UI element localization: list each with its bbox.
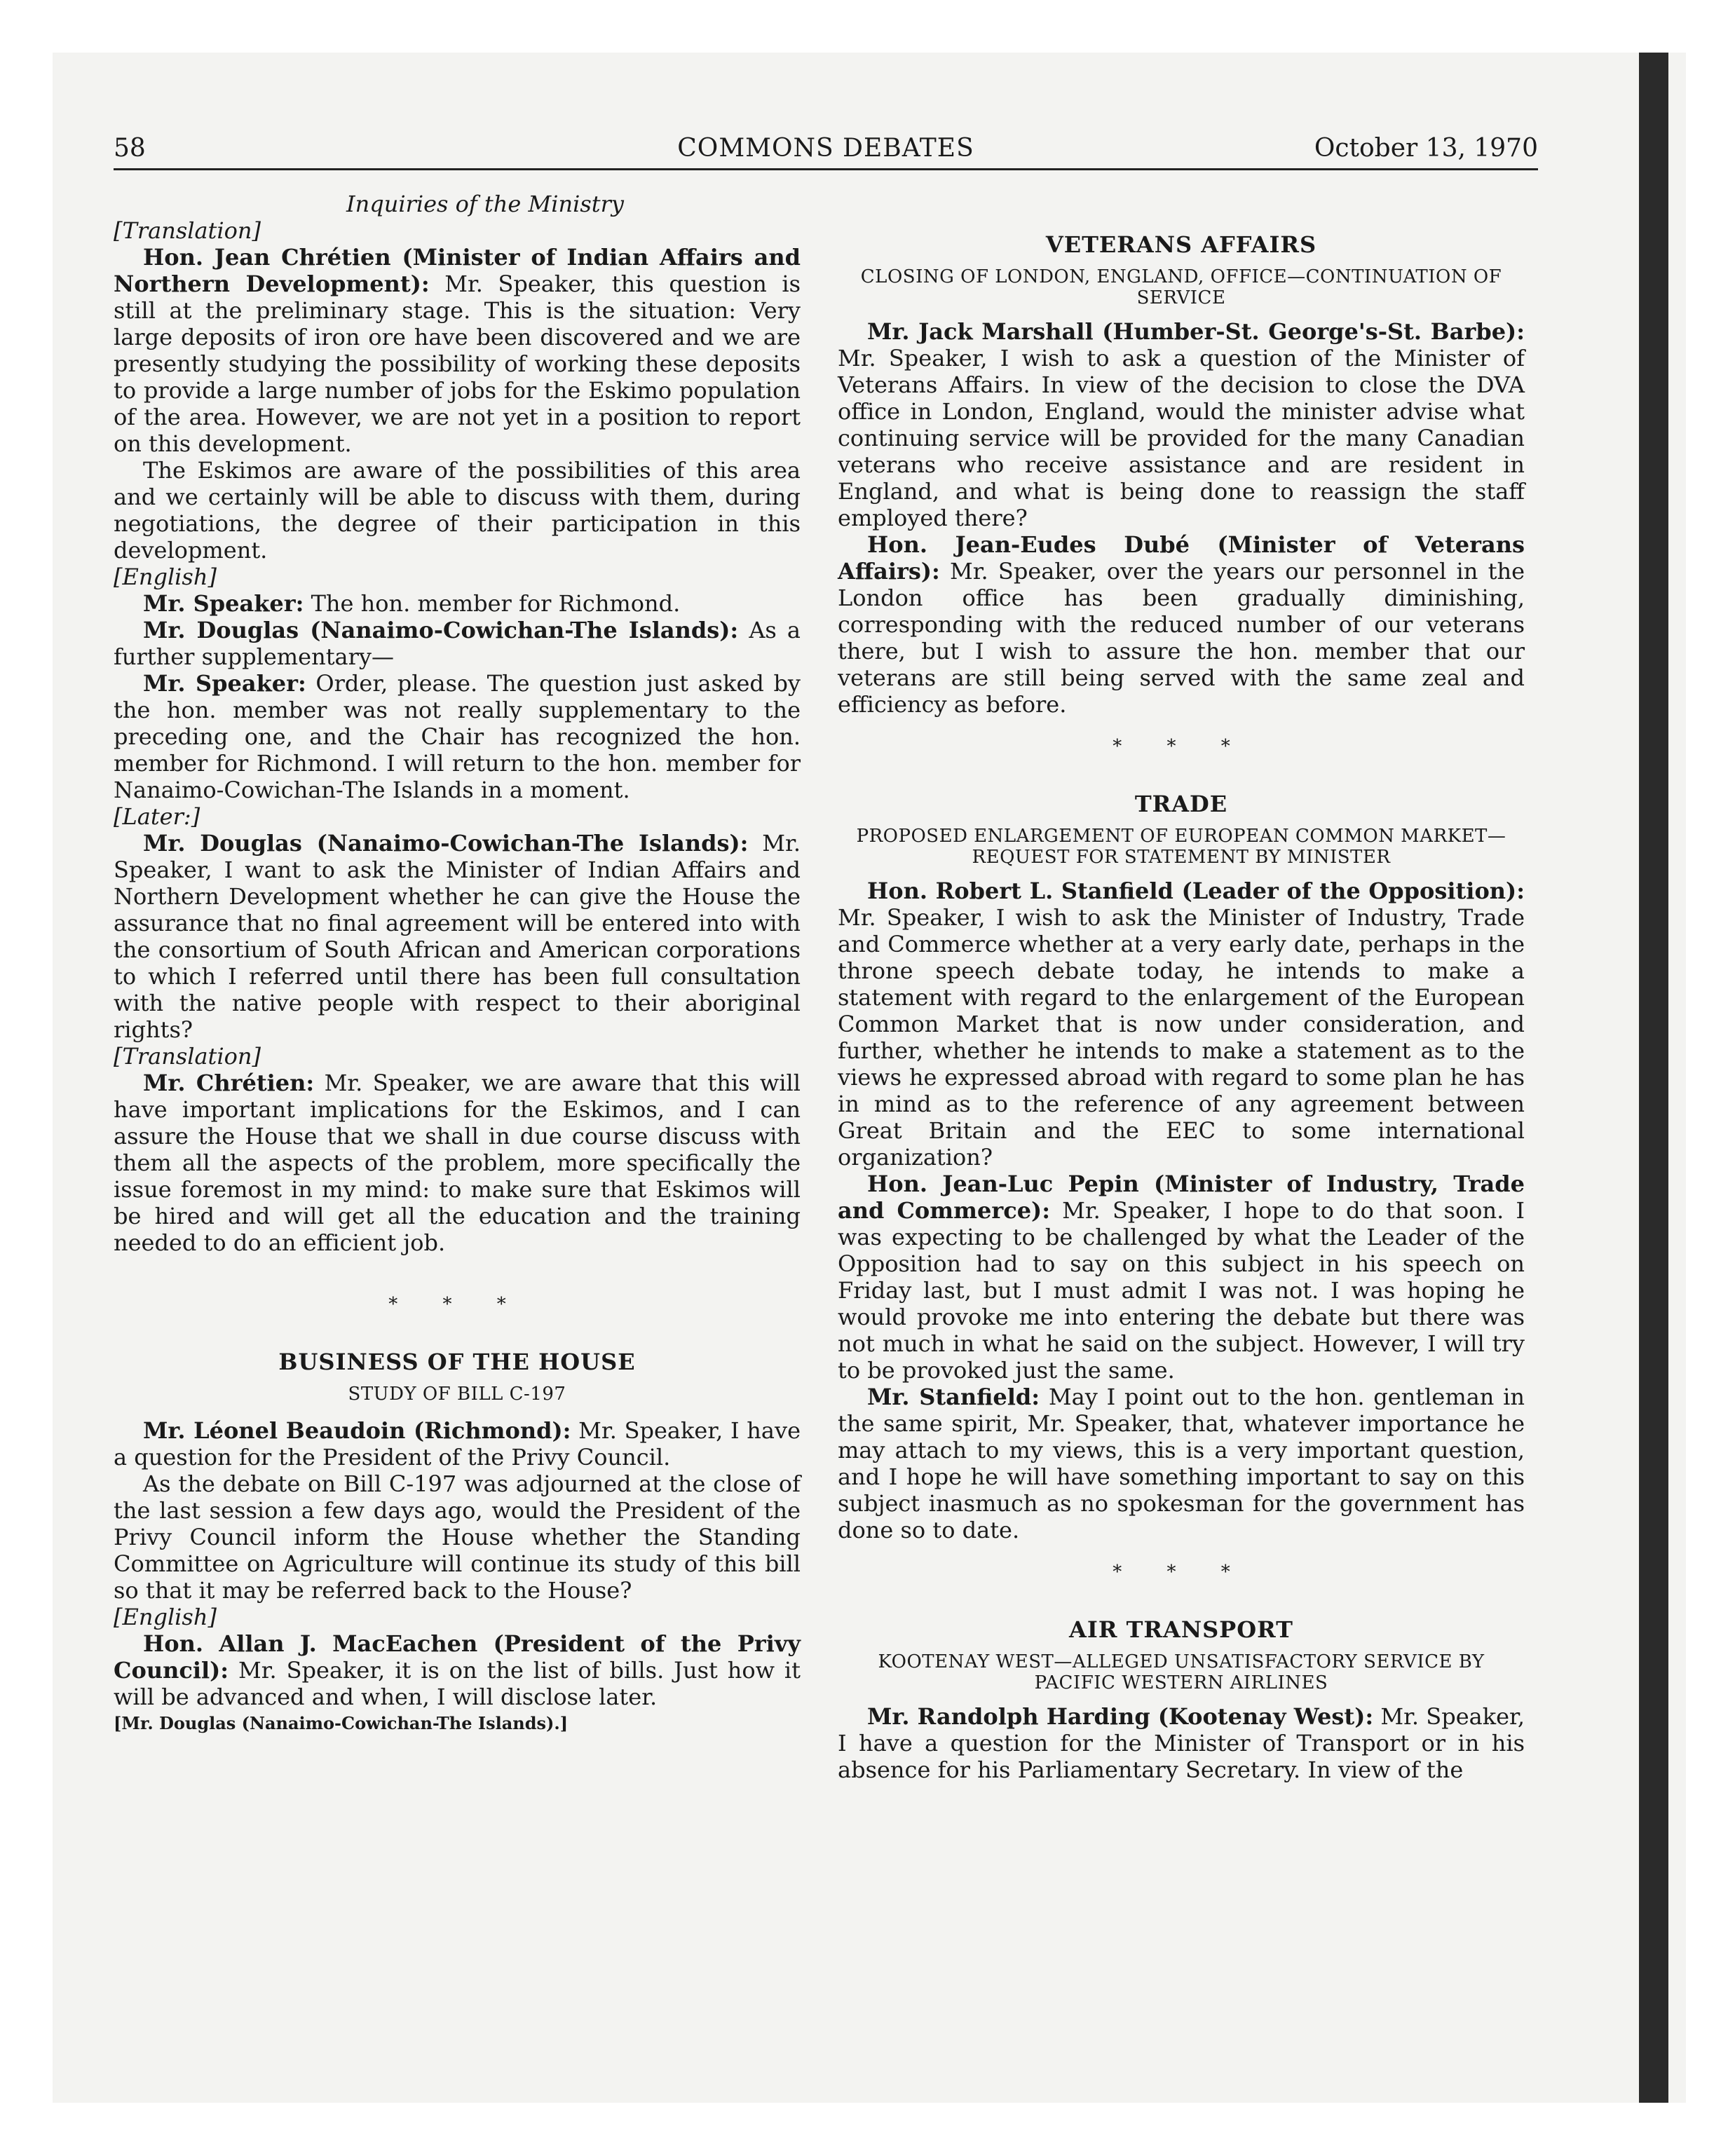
speech-text: Mr. Speaker, over the years our personnel in the London office has been gradually diminishing, corresponding with the reduced number of our veterans there, but I wish to assure the hon. member that our veterans are still being served with the same zeal and efficiency as before.	[838, 558, 1525, 718]
speaker: Mr. Chrétien:	[143, 1070, 315, 1096]
section-subheading: CLOSING OF LONDON, ENGLAND, OFFICE—CONTINUATION OF SERVICE	[860, 266, 1502, 308]
speech-text: Mr. Speaker, I wish to ask a question of the Minister of Veterans Affairs. In view of the decision to close the DVA office in London, England, would the minister advise what continuing service will be provided for the many Canadian veterans who receive assistance and are resident in England, and what is being done to reassign the staff employed there?	[838, 345, 1525, 531]
speech-text: Mr. Speaker, this question is still at the preliminary stage. This is the situation: Very large deposits of iron ore have been discovered and we are presently studying the possibility of working these deposits to provide a large number of jobs for the Eskimo population of the area. However, we are not yet in a position to report on this development.	[114, 271, 801, 457]
speech-text: As a further supplementary—	[114, 617, 801, 670]
section-subheading: KOOTENAY WEST—ALLEGED UNSATISFACTORY SERVICE BY PACIFIC WESTERN AIRLINES	[878, 1651, 1485, 1693]
paragraph	[838, 1703, 1525, 1783]
later-note: [Later:]	[114, 803, 200, 830]
section-subheading: PROPOSED ENLARGEMENT OF EUROPEAN COMMON MARKET—REQUEST FOR STATEMENT BY MINISTER	[856, 826, 1506, 868]
paragraph	[114, 830, 801, 1043]
paragraph	[838, 318, 1525, 531]
paragraph	[114, 1070, 801, 1256]
section-separator: * * *	[1113, 736, 1250, 757]
right-column	[838, 191, 1525, 1783]
paragraph: As the debate on Bill C-197 was adjourned at the close of the last session a few days ago, would the President of the Privy Council inform the House whether the Standing Committee on Agriculture will continue its study of this bill so that it may be referred back to the House?	[114, 1471, 801, 1604]
section-separator: * * *	[388, 1294, 526, 1315]
section-title: Inquiries of the Ministry	[346, 191, 624, 217]
translation-note: [Translation]	[114, 217, 261, 244]
speaker: Mr. Stanfield:	[867, 1384, 1040, 1410]
speaker: Mr. Douglas (Nanaimo-Cowichan-The Islands):	[143, 830, 749, 857]
speaker: Hon. Jean-Eudes Dubé (Minister of Veterans Affairs):	[838, 531, 1525, 585]
section-heading: TRADE	[1134, 791, 1228, 817]
paragraph	[838, 1171, 1525, 1384]
publication-title: COMMONS DEBATES	[677, 134, 974, 163]
paragraph	[114, 244, 801, 457]
paragraph	[114, 617, 801, 670]
page-number: 58	[114, 134, 146, 163]
language-note: [English]	[114, 564, 217, 590]
section-separator: * * *	[1113, 1562, 1250, 1583]
speech-text: Mr. Speaker, I wish to ask the Minister of Industry, Trade and Commerce whether at a very early date, perhaps in the throne speech debate today, he intends to make a statement with regard to the enlargement of the European Common Market that is now under consideration, and further, whether he intends to make a statement as to the views he expressed abroad with regard to some plan he has in mind as to the reference of any agreement between Great Britain and the EEC to some international organization?	[838, 904, 1525, 1171]
speaker: Mr. Speaker:	[143, 670, 306, 697]
speech-text: The hon. member for Richmond.	[304, 590, 681, 617]
speaker: Hon. Jean Chrétien (Minister of Indian Affairs and Northern Development):	[114, 244, 801, 297]
scan-edge	[1639, 53, 1668, 2103]
speech-text: Order, please. The question just asked by the hon. member was not really supplementary to the preceding one, and the Chair has recognized the hon. member for Richmond. I will return to the hon. member for Nanaimo-Cowichan-The Islands in a moment.	[114, 670, 801, 803]
translation-note: [Translation]	[114, 1043, 261, 1070]
speaker: Mr. Douglas (Nanaimo-Cowichan-The Islands):	[143, 617, 739, 643]
continuation-note: [Mr. Douglas (Nanaimo-Cowichan-The Islands).]	[114, 1713, 569, 1733]
speaker: Hon. Allan J. MacEachen (President of the Privy Council):	[114, 1630, 801, 1684]
section-heading: AIR TRANSPORT	[1069, 1616, 1293, 1643]
paragraph: The Eskimos are aware of the possibilities of this area and we certainly will be able to discuss with them, during negotiations, the degree of their participation in this development.	[114, 457, 801, 564]
speech-text: Mr. Speaker, it is on the list of bills. Just how it will be advanced and when, I will disclose later.	[114, 1657, 801, 1710]
language-note: [English]	[114, 1604, 217, 1630]
paragraph	[114, 1630, 801, 1710]
speech-text: Mr. Speaker, I have a question for the President of the Privy Council.	[114, 1417, 801, 1471]
speaker: Mr. Léonel Beaudoin (Richmond):	[143, 1417, 571, 1444]
section-subheading: STUDY OF BILL C-197	[348, 1384, 566, 1405]
speaker: Mr. Randolph Harding (Kootenay West):	[867, 1703, 1374, 1730]
page-header	[114, 133, 1538, 170]
section-heading: BUSINESS OF THE HOUSE	[278, 1349, 636, 1375]
speaker: Mr. Jack Marshall (Humber-St. George's-St. Barbe):	[867, 318, 1525, 345]
speaker: Mr. Speaker:	[143, 590, 304, 617]
paragraph	[114, 1417, 801, 1471]
speaker: Hon. Robert L. Stanfield (Leader of the Opposition):	[867, 878, 1525, 904]
speaker: Hon. Jean-Luc Pepin (Minister of Industry, Trade and Commerce):	[838, 1171, 1525, 1224]
speech-text: Mr. Speaker, I want to ask the Minister of Indian Affairs and Northern Development whether he can give the House the assurance that no final agreement will be entered into with the consortium of South African and American corporations to which I referred until there has been full consultation with the native people with respect to their aboriginal rights?	[114, 830, 801, 1043]
section-heading: VETERANS AFFAIRS	[1045, 231, 1317, 258]
speech-text: Mr. Speaker, I hope to do that soon. I was expecting to be challenged by what the Leader of the Opposition had to say on this subject in his speech on Friday last, but I must admit I was not. I was hoping he would provoke me into entering the debate but there was not much in what he said on the subject. However, I will try to be provoked just the same.	[838, 1197, 1525, 1384]
speech-text: May I point out to the hon. gentleman in the same spirit, Mr. Speaker, that, whatever importance he may attach to my views, this is a very important question, and I hope he will have something important to say on this subject inasmuch as no spokesman for the government has done so to date.	[838, 1384, 1525, 1543]
paragraph	[838, 531, 1525, 718]
paragraph	[114, 590, 801, 617]
page-date: October 13, 1970	[1314, 134, 1538, 163]
speech-text: Mr. Speaker, we are aware that this will have important implications for the Eskimos, and I can assure the House that we shall in due course discuss with them all the aspects of the problem, more specifically the issue foremost in my mind: to make sure that Eskimos will be hired and will get all the education and the training needed to do an efficient job.	[114, 1070, 801, 1256]
paragraph	[838, 878, 1525, 1171]
paragraph	[114, 670, 801, 803]
speech-text: Mr. Speaker, I have a question for the Minister of Transport or in his absence for his Parliamentary Secretary. In view of the	[838, 1703, 1525, 1783]
paragraph	[838, 1384, 1525, 1543]
left-column	[114, 191, 801, 1737]
